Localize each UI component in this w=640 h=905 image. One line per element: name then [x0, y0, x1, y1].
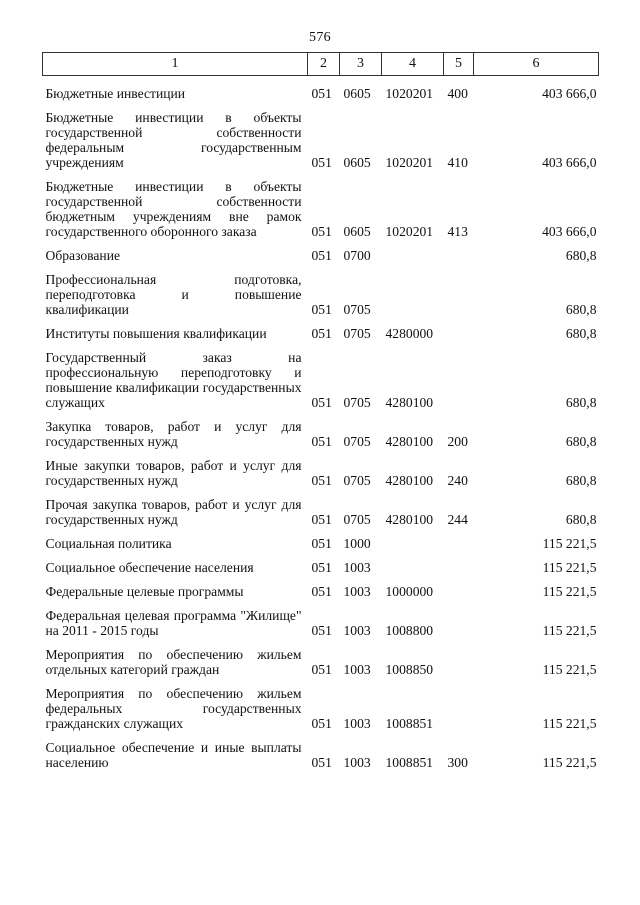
table-row: [43, 605, 599, 644]
row-code-2: 051: [311, 560, 332, 575]
column-header-1: 1: [43, 53, 308, 76]
row-amount: 680,8: [565, 302, 597, 317]
row-name: Мероприятия по обеспечению жильем отдельных категорий граждан: [45, 647, 302, 677]
row-code-2: 051: [311, 248, 332, 263]
row-code-3: 1003: [343, 623, 371, 638]
table-row: [43, 683, 599, 737]
row-amount: 680,8: [565, 512, 597, 527]
row-code-4: 4280100: [385, 512, 434, 527]
column-header-4: 4: [382, 53, 444, 76]
row-code-5: [444, 683, 474, 737]
table-row: [43, 176, 599, 245]
table-row: [43, 347, 599, 416]
row-amount: 115 221,5: [542, 755, 597, 770]
row-amount: 115 221,5: [542, 716, 597, 731]
table-row: [43, 323, 599, 347]
table-row: [43, 269, 599, 323]
row-code-4: [382, 269, 444, 323]
row-amount: 680,8: [565, 326, 597, 341]
row-code-2: 051: [311, 86, 332, 101]
row-code-2: 051: [311, 512, 332, 527]
row-amount: 680,8: [565, 395, 597, 410]
row-name: Федеральная целевая программа "Жилище" на 2011 - 2015 годы: [45, 608, 302, 638]
budget-table: [42, 52, 599, 776]
row-code-2: 051: [311, 755, 332, 770]
row-code-3: 0705: [343, 326, 371, 341]
row-code-2: 051: [311, 536, 332, 551]
row-code-4: 1008800: [385, 623, 434, 638]
row-amount: 115 221,5: [542, 536, 597, 551]
row-code-2: 051: [311, 434, 332, 449]
row-code-4: 1008851: [385, 755, 434, 770]
row-code-2: 051: [311, 473, 332, 488]
row-code-4: [382, 533, 444, 557]
row-code-5: [444, 557, 474, 581]
row-code-5: [444, 347, 474, 416]
table-row: [43, 644, 599, 683]
table-row: [43, 107, 599, 176]
row-code-4: 4280100: [385, 395, 434, 410]
row-code-4: 1020201: [385, 86, 434, 101]
row-code-5: 240: [447, 473, 468, 488]
row-amount: 680,8: [565, 248, 597, 263]
header-row: [43, 53, 599, 76]
row-code-5: 200: [447, 434, 468, 449]
row-name: Бюджетные инвестиции: [45, 86, 186, 101]
row-amount: 403 666,0: [542, 224, 597, 239]
row-code-5: [444, 245, 474, 269]
row-code-3: 0605: [343, 86, 371, 101]
row-name: Социальная политика: [45, 536, 172, 551]
row-code-3: 0705: [343, 473, 371, 488]
row-name: Государственный заказ на профессиональную переподготовку и повышение квалификации государственных служащих: [45, 350, 302, 410]
row-code-4: 1020201: [385, 224, 434, 239]
row-code-3: 0605: [343, 155, 371, 170]
row-code-2: 051: [311, 716, 332, 731]
row-name: Федеральные целевые программы: [45, 584, 244, 599]
row-name: Институты повышения квалификации: [45, 326, 267, 341]
row-code-5: 244: [447, 512, 468, 527]
row-code-5: 300: [447, 755, 468, 770]
table-row: [43, 416, 599, 455]
table-row: [43, 557, 599, 581]
row-code-5: [444, 605, 474, 644]
table-row: [43, 76, 599, 108]
row-code-5: [444, 581, 474, 605]
table-body: [43, 76, 599, 777]
row-name: Бюджетные инвестиции в объекты государственной собственности федеральным государственным учреждениям: [45, 110, 302, 170]
row-name: Прочая закупка товаров, работ и услуг для государственных нужд: [45, 497, 302, 527]
row-code-2: 051: [311, 584, 332, 599]
table-row: [43, 533, 599, 557]
column-header-2: 2: [308, 53, 340, 76]
row-code-5: [444, 269, 474, 323]
table-row: [43, 494, 599, 533]
row-code-3: 1003: [343, 662, 371, 677]
row-amount: 680,8: [565, 473, 597, 488]
row-amount: 115 221,5: [542, 662, 597, 677]
row-code-4: [382, 245, 444, 269]
row-code-4: 1000000: [385, 584, 434, 599]
row-code-5: 413: [447, 224, 468, 239]
row-code-4: 1020201: [385, 155, 434, 170]
table-row: [43, 455, 599, 494]
row-name: Социальное обеспечение и иные выплаты населению: [45, 740, 302, 770]
table-row: [43, 581, 599, 605]
row-amount: 115 221,5: [542, 560, 597, 575]
row-name: Бюджетные инвестиции в объекты государственной собственности бюджетным учреждениям вне рамок государственного оборонного заказа: [45, 179, 302, 239]
row-code-3: 1003: [343, 560, 371, 575]
row-code-4: 1008851: [385, 716, 434, 731]
row-code-4: [382, 557, 444, 581]
page-number: 576: [309, 30, 331, 45]
row-code-3: 0705: [343, 434, 371, 449]
row-amount: 115 221,5: [542, 623, 597, 638]
row-name: Закупка товаров, работ и услуг для государственных нужд: [45, 419, 302, 449]
row-name: Социальное обеспечение населения: [45, 560, 254, 575]
row-code-2: 051: [311, 662, 332, 677]
row-code-3: 0705: [343, 302, 371, 317]
row-amount: 403 666,0: [542, 86, 597, 101]
row-code-2: 051: [311, 302, 332, 317]
row-code-2: 051: [311, 326, 332, 341]
column-header-3: 3: [340, 53, 382, 76]
row-code-4: 4280100: [385, 473, 434, 488]
column-header-5: 5: [444, 53, 474, 76]
row-code-4: 4280000: [385, 326, 434, 341]
row-code-4: 4280100: [385, 434, 434, 449]
row-code-5: [444, 644, 474, 683]
row-code-3: 0605: [343, 224, 371, 239]
row-code-2: 051: [311, 224, 332, 239]
row-name: Мероприятия по обеспечению жильем федеральных государственных гражданских служащих: [45, 686, 302, 731]
row-code-5: 400: [447, 86, 468, 101]
row-code-4: 1008850: [385, 662, 434, 677]
row-name: Профессиональная подготовка, переподготовка и повышение квалификации: [45, 272, 302, 317]
row-code-3: 1003: [343, 584, 371, 599]
row-code-3: 1000: [343, 536, 371, 551]
row-code-2: 051: [311, 155, 332, 170]
table-header: [43, 53, 599, 76]
row-code-3: 1003: [343, 755, 371, 770]
row-code-5: 410: [447, 155, 468, 170]
table-row: [43, 737, 599, 776]
row-amount: 115 221,5: [542, 584, 597, 599]
row-code-3: 0705: [343, 512, 371, 527]
row-code-2: 051: [311, 623, 332, 638]
row-amount: 403 666,0: [542, 155, 597, 170]
row-code-3: 0705: [343, 395, 371, 410]
row-name: Образование: [45, 248, 121, 263]
row-code-3: 1003: [343, 716, 371, 731]
column-header-6: 6: [474, 53, 599, 76]
row-code-3: 0700: [343, 248, 371, 263]
table-row: [43, 245, 599, 269]
row-amount: 680,8: [565, 434, 597, 449]
row-code-5: [444, 533, 474, 557]
row-code-2: 051: [311, 395, 332, 410]
row-code-5: [444, 323, 474, 347]
row-name: Иные закупки товаров, работ и услуг для государственных нужд: [45, 458, 302, 488]
